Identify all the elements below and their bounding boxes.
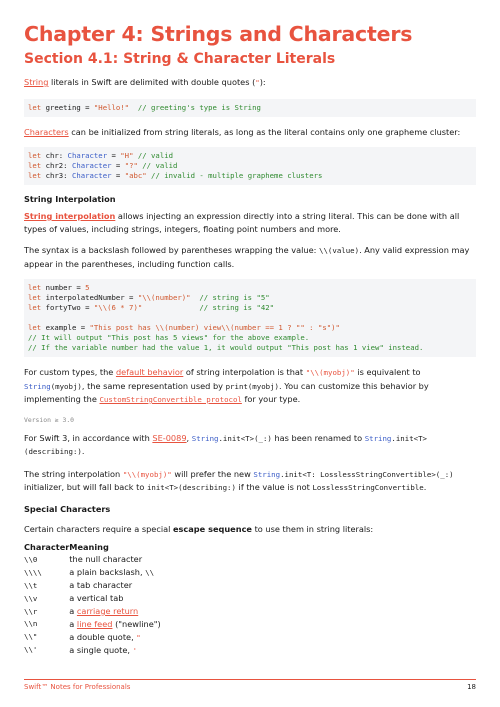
paragraph-interpolation-syntax: The syntax is a backslash followed by parentheses wrapping the value: \\(value). Any valid expression may appear in the parentheses, including function calls. [24,245,470,269]
table-row: \\0 the null character [24,554,143,565]
table-row: \\n a line feed ("newline") [24,618,161,629]
paragraph-characters: Characters can be initialized from string literals, as long as the literal contains only one grapheme cluster: [24,126,461,137]
custom-string-convertible-link[interactable]: CustomStringConvertible protocol [99,395,242,404]
paragraph-interpolation-intro: String interpolation allows injecting an expression directly into a string literal. This can be done with all types of values, including strings, integers, floating point numbers and more. [24,211,460,234]
version-note: Version ≥ 3.0 [24,415,75,424]
column-header-character: Character [24,542,70,552]
carriage-return-link[interactable]: carriage return [76,606,139,616]
column-header-meaning: Meaning [69,542,109,552]
table-row: \\v a vertical tab [24,593,124,604]
special-characters-heading: Special Characters [24,503,111,514]
default-behavior-link[interactable]: default behavior [115,367,184,377]
code-block-greeting: let greeting = "Hello!" // greeting's type is String [24,99,476,117]
line-feed-link[interactable]: line feed [76,618,113,629]
paragraph-custom-types: For custom types, the default behavior of string interpolation is that "\\(myobj)" is equivalent to String(myobj), the same representation used by print(myobj). You can customize this behavior by implementing the CustomStringConvertible protocol for your type. [24,367,429,404]
table-row: \\t a tab character [24,580,133,591]
code-block-interpolation: let number = 5 let interpolatedNumber = "\\(number)" // string is "5" let fortyTwo = "\\(6 * 7)" // string is "42" let example = "This post has \\(number) view\\(number == 1 ? "" : "s")" // It will output "This post has 5 views" for the above example. // If the variable number had the value 1, it would output "This post has 1 view" instead. [24,279,476,357]
chapter-title: Chapter 4: Strings and Characters [24,22,413,46]
se-0089-link[interactable]: SE-0089 [152,432,187,443]
string-link[interactable]: String [24,77,49,87]
table-header-row [24,542,161,553]
paragraph-lossless: The string interpolation "\\(myobj)" will prefer the new String.init<T: LosslessStringConvertible>(_:) initializer, but will fall back to init<T>(describing:) if the value is not LosslessStringConvertible. [24,468,454,492]
footer-book-title: Swift™ Notes for Professionals [24,683,131,691]
table-row: \\r a carriage return [24,606,139,616]
code-block-characters: let chr: Character = "H" // valid let chr2: Character = "?" // valid let chr3: Character = "abc" // invalid - multiple grapheme clusters [24,147,476,185]
characters-link[interactable]: Characters [24,126,69,137]
page-footer [24,679,476,691]
paragraph-string-literals: String literals in Swift are delimited with double quotes ("): [24,77,266,87]
section-title: Section 4.1: String & Character Literals [24,51,336,67]
paragraph-swift3: For Swift 3, in accordance with SE-0089, String.init<T>(_:) has been renamed to String.init<T>(describing:). [24,432,427,456]
table-row: \\' a single quote, ' [24,644,138,655]
table-row: \\" a double quote, " [24,631,141,642]
page-content [24,22,476,656]
table-row: \\\\ a plain backslash, \\ [24,567,155,578]
escape-sequence-table [24,542,161,656]
string-interpolation-link[interactable]: String interpolation [24,211,116,221]
footer-page-number: 18 [467,683,476,691]
string-interpolation-heading: String Interpolation [24,194,116,204]
paragraph-escape-intro: Certain characters require a special escape sequence to use them in string literals: [24,523,374,534]
